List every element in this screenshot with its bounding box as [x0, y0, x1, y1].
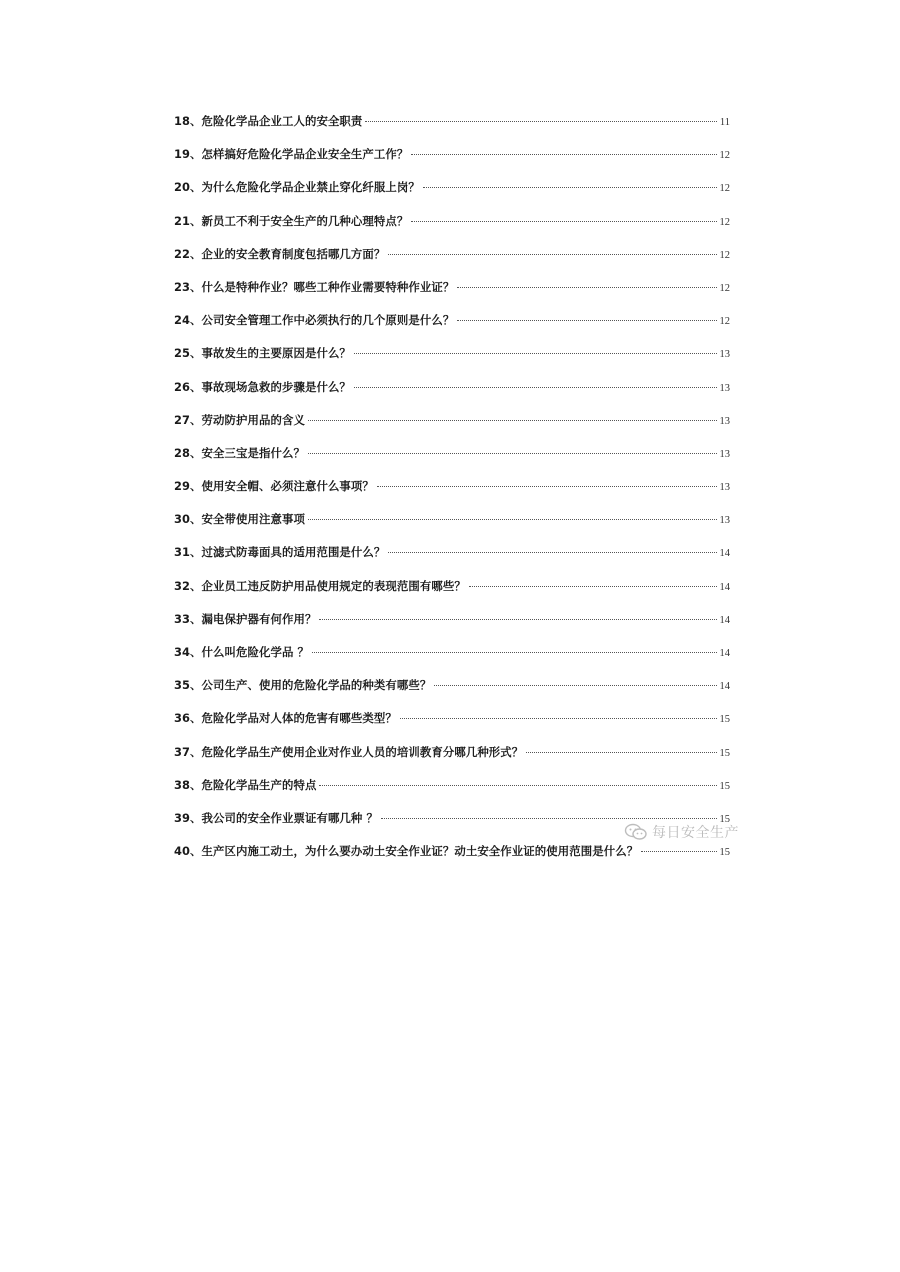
- toc-entry-title: 29、使用安全帽、必须注意什么事项？: [174, 479, 374, 494]
- toc-entry-title: 26、事故现场急救的步骤是什么？: [174, 379, 351, 394]
- toc-entry-page-number: 12: [719, 216, 730, 228]
- toc-entry-page-number: 14: [719, 648, 730, 659]
- toc-entry[interactable]: [174, 111, 730, 144]
- toc-dot-leader: [308, 420, 717, 421]
- toc-entry[interactable]: [174, 476, 730, 509]
- toc-entry[interactable]: [174, 343, 730, 376]
- toc-entry-title: 24、公司安全管理工作中必须执行的几个原则是什么？: [174, 313, 455, 328]
- toc-entry[interactable]: [174, 675, 730, 708]
- toc-entry-page-number: 12: [719, 183, 730, 195]
- toc-entry-title: 21、新员工不利于安全生产的几种心理特点？: [174, 213, 409, 228]
- toc-entry-title: 18、危险化学品企业工人的安全职责: [174, 114, 363, 128]
- watermark-text: 每日安全生产: [652, 825, 739, 841]
- toc-entry-title: 22、企业的安全教育制度包括哪几方面？: [174, 246, 386, 261]
- toc-entry-page-number: 11: [719, 117, 730, 128]
- toc-entry-page-number: 14: [719, 581, 730, 593]
- toc-dot-leader: [354, 387, 717, 388]
- toc-entry-page-number: 15: [719, 714, 730, 726]
- toc-entry-title: 23、什么是特种作业？哪些工种作业需要特种作业证？: [174, 279, 455, 294]
- toc-dot-leader: [388, 254, 716, 255]
- toc-dot-leader: [457, 320, 716, 321]
- toc-entry[interactable]: [174, 410, 730, 443]
- toc-entry[interactable]: [174, 642, 730, 675]
- toc-entry[interactable]: [174, 177, 730, 210]
- toc-entry-page-number: 13: [719, 382, 730, 394]
- toc-entry-page-number: 13: [719, 515, 730, 527]
- toc-dot-leader: [434, 685, 716, 686]
- toc-entry-page-number: 12: [719, 282, 730, 294]
- toc-dot-leader: [457, 287, 716, 288]
- toc-entry[interactable]: [174, 211, 730, 244]
- toc-entry-title: 32、企业员工违反防护用品使用规定的表现范围有哪些？: [174, 578, 466, 593]
- toc-entry-title: 39、我公司的安全作业票证有哪几种 ？: [174, 810, 378, 825]
- toc-dot-leader: [388, 552, 716, 553]
- toc-entry-page-number: 12: [719, 316, 730, 328]
- toc-entry[interactable]: [174, 310, 730, 343]
- toc-entry-page-number: 12: [719, 150, 730, 162]
- toc-entry-page-number: 14: [719, 681, 730, 693]
- toc-dot-leader: [411, 154, 716, 155]
- toc-entry-page-number: 13: [719, 482, 730, 494]
- toc-entry[interactable]: [174, 509, 730, 542]
- toc-entry-title: 27、劳动防护用品的含义: [174, 412, 305, 427]
- toc-dot-leader: [308, 453, 717, 454]
- toc-entry[interactable]: [174, 708, 730, 741]
- toc-entry[interactable]: [174, 244, 730, 277]
- toc-entry[interactable]: [174, 277, 730, 310]
- toc-entry-page-number: 13: [719, 349, 730, 361]
- toc-entry[interactable]: [174, 841, 730, 874]
- wechat-icon: [624, 823, 648, 841]
- toc-entry[interactable]: [174, 576, 730, 609]
- toc-entry-page-number: 15: [719, 747, 730, 759]
- toc-entry-title: 25、事故发生的主要原因是什么？: [174, 346, 351, 361]
- table-of-contents: [174, 111, 730, 874]
- toc-entry-page-number: 14: [719, 614, 730, 626]
- toc-entry[interactable]: [174, 542, 730, 575]
- toc-entry-title: 38、危险化学品生产的特点: [174, 777, 317, 792]
- toc-dot-leader: [381, 818, 717, 819]
- toc-dot-leader: [308, 519, 717, 520]
- toc-entry-title: 33、漏电保护器有何作用？: [174, 611, 317, 626]
- toc-entry[interactable]: [174, 144, 730, 177]
- toc-entry-page-number: 13: [719, 448, 730, 460]
- toc-dot-leader: [319, 785, 716, 786]
- toc-entry-page-number: 15: [719, 780, 730, 792]
- toc-entry-title: 28、安全三宝是指什么？: [174, 445, 305, 460]
- toc-entry[interactable]: [174, 609, 730, 642]
- toc-entry-page-number: 12: [719, 249, 730, 261]
- toc-dot-leader: [400, 718, 717, 719]
- toc-entry-title: 30、安全带使用注意事项: [174, 512, 305, 527]
- toc-entry[interactable]: [174, 443, 730, 476]
- toc-dot-leader: [641, 851, 716, 852]
- toc-entry-title: 40、生产区内施工动土，为什么要办动土安全作业证？动土安全作业证的使用范围是什么？: [174, 844, 639, 859]
- toc-entry-title: 34、什么叫危险化学品 ？: [174, 645, 310, 659]
- toc-entry-page-number: 13: [719, 415, 730, 427]
- toc-entry[interactable]: [174, 377, 730, 410]
- toc-entry-title: 35、公司生产、使用的危险化学品的种类有哪些？: [174, 678, 432, 693]
- toc-entry-title: 19、怎样搞好危险化学品企业安全生产工作？: [174, 147, 409, 162]
- toc-dot-leader: [377, 486, 717, 487]
- toc-dot-leader: [526, 752, 716, 753]
- toc-entry-page-number: 14: [719, 548, 730, 560]
- toc-entry-title: 37、危险化学品生产使用企业对作业人员的培训教育分哪几种形式？: [174, 744, 524, 759]
- toc-entry[interactable]: [174, 742, 730, 775]
- toc-entry[interactable]: [174, 775, 730, 808]
- toc-dot-leader: [423, 187, 717, 188]
- toc-dot-leader: [312, 652, 716, 653]
- toc-entry-title: 31、过滤式防毒面具的适用范围是什么？: [174, 545, 386, 560]
- toc-dot-leader: [411, 221, 716, 222]
- toc-dot-leader: [319, 619, 716, 620]
- toc-dot-leader: [365, 121, 716, 122]
- toc-entry-title: 36、危险化学品对人体的危害有哪些类型？: [174, 711, 397, 726]
- toc-dot-leader: [469, 586, 717, 587]
- toc-dot-leader: [354, 353, 717, 354]
- watermark: [624, 822, 739, 842]
- toc-entry-page-number: 15: [719, 813, 730, 825]
- toc-entry-title: 20、为什么危险化学品企业禁止穿化纤服上岗？: [174, 180, 420, 195]
- toc-entry-page-number: 15: [719, 847, 730, 859]
